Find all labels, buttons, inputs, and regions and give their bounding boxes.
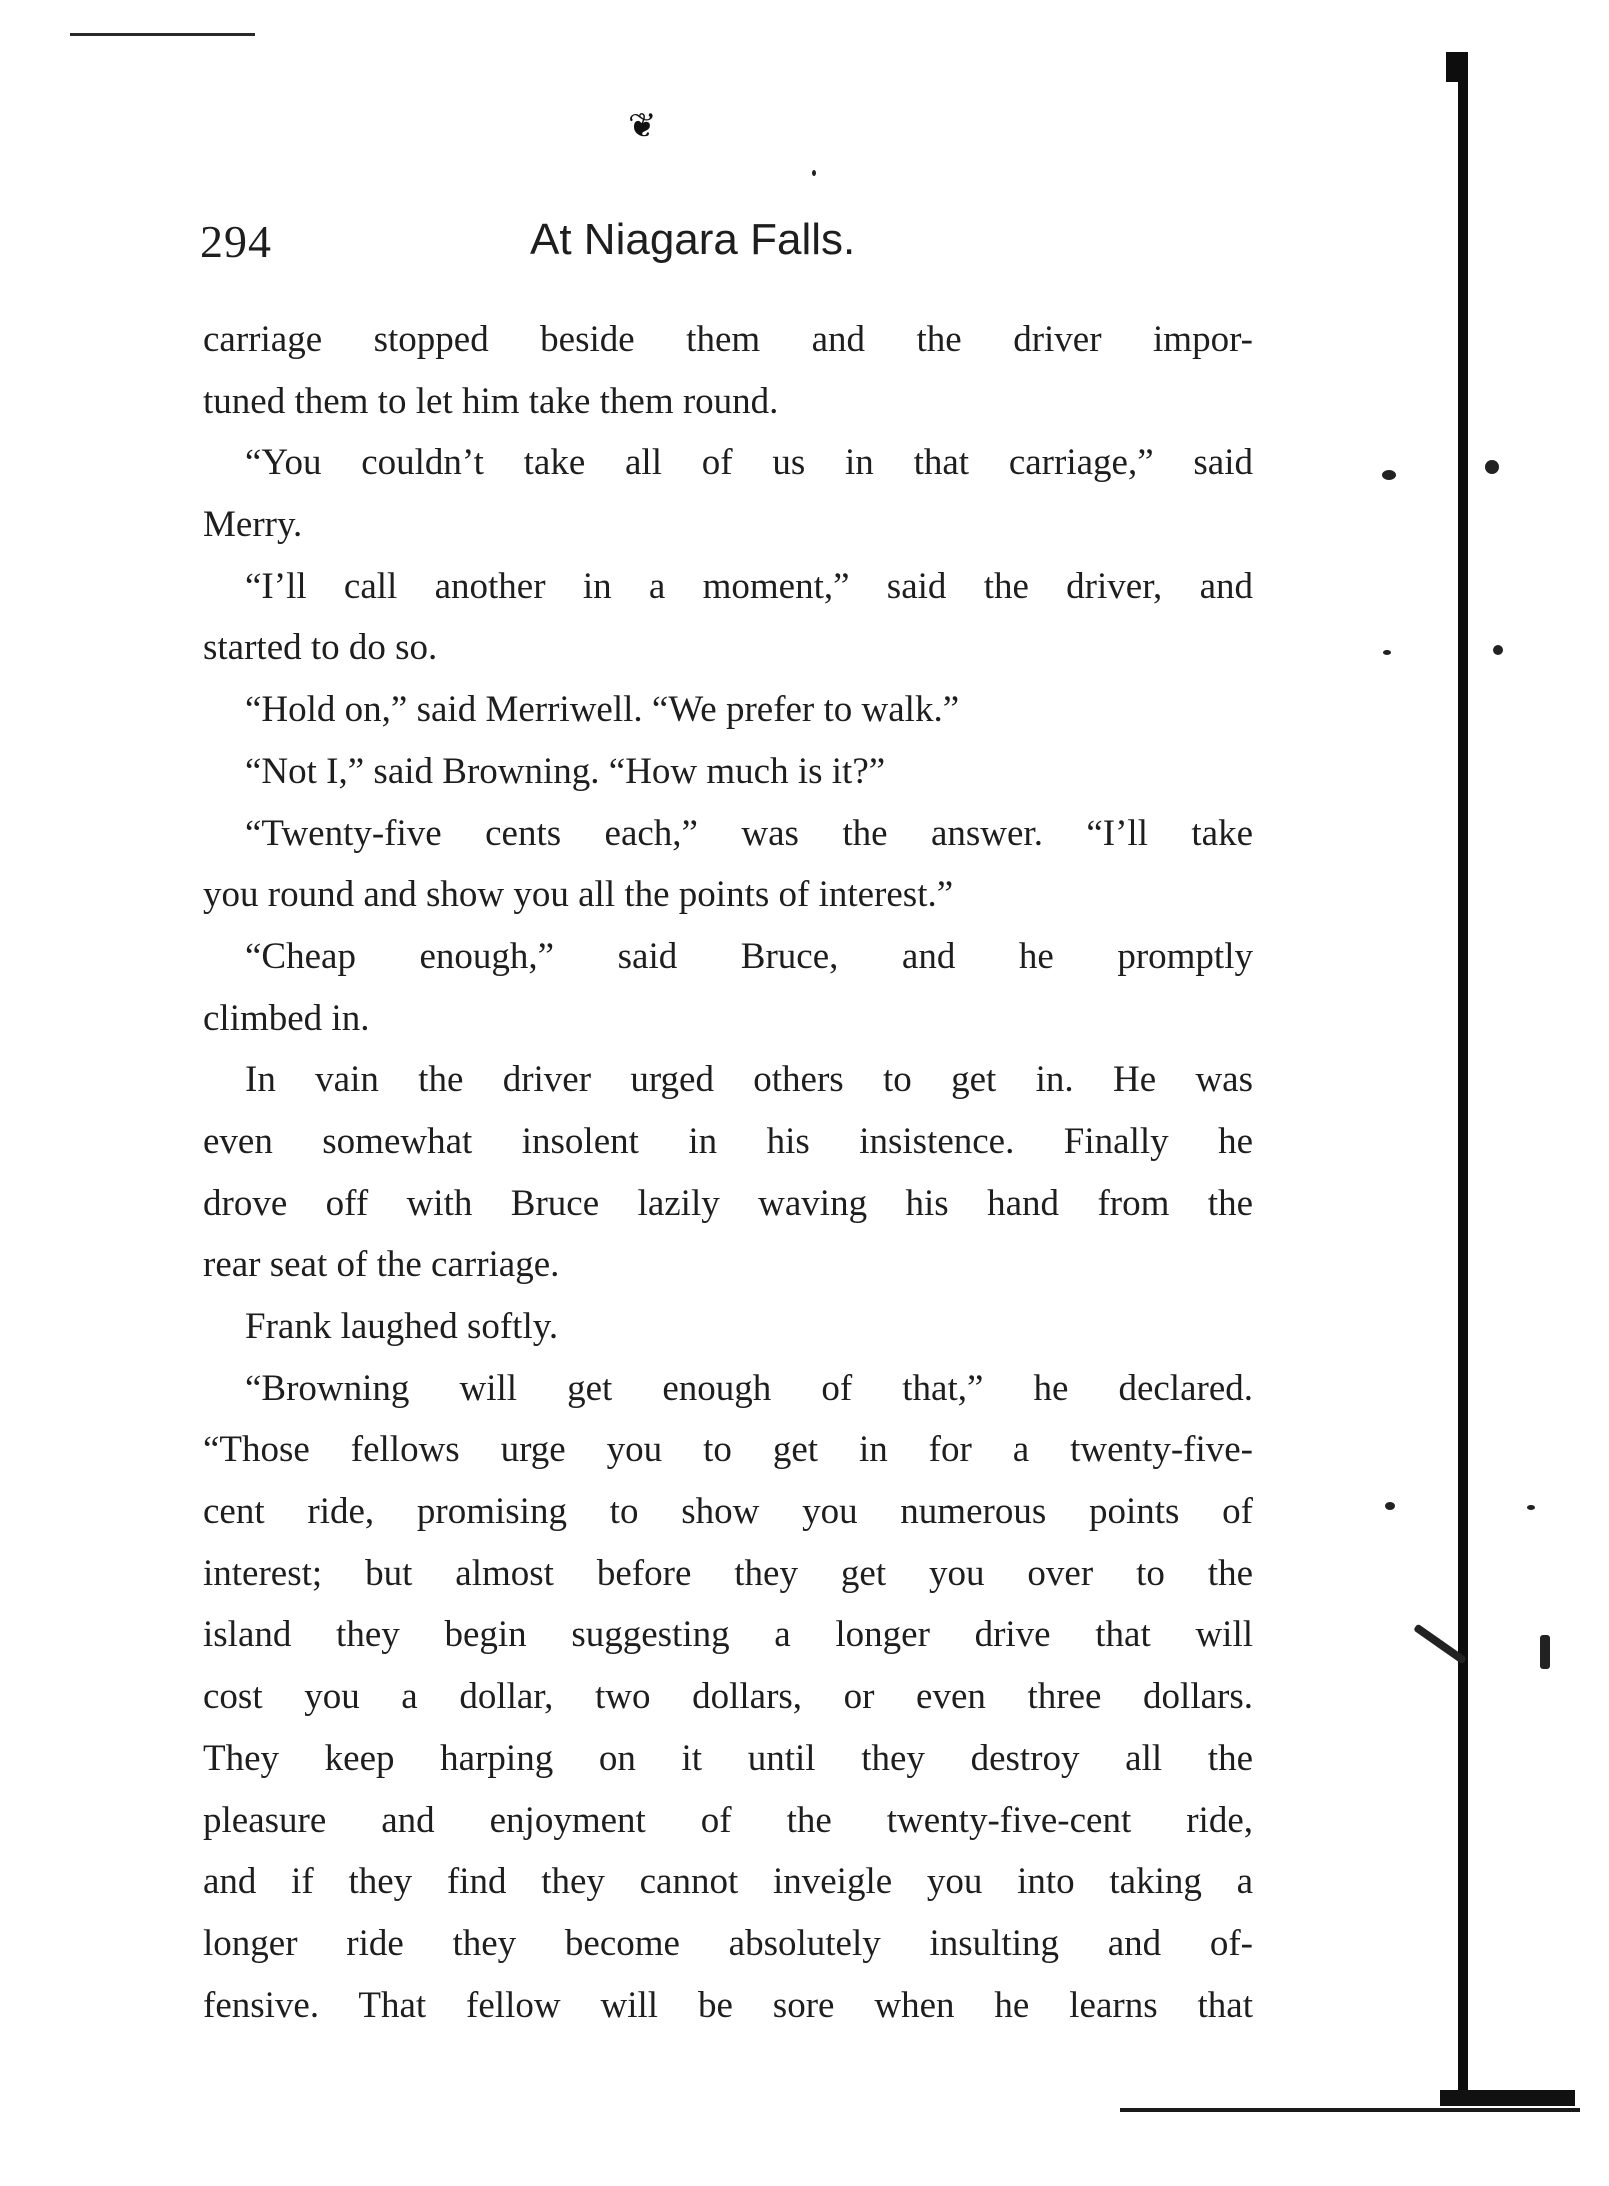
text-line: even somewhat insolent in his insistence. Finally he — [203, 1120, 1253, 1162]
text-line: started to do so. — [203, 627, 438, 669]
running-header — [200, 215, 1260, 275]
text-line: They keep harping on it until they destroy all the — [203, 1737, 1253, 1779]
text-line: “Browning will get enough of that,” he declared. — [245, 1367, 1253, 1409]
body-text — [203, 309, 1253, 2036]
scan-speck — [1540, 1635, 1550, 1669]
scan-speck — [1383, 650, 1391, 655]
text-line: In vain the driver urged others to get in. He was — [245, 1059, 1253, 1101]
text-line: tuned them to let him take them round. — [203, 380, 779, 422]
text-line: climbed in. — [203, 997, 370, 1039]
scan-speck — [812, 170, 816, 176]
text-line: cost you a dollar, two dollars, or even three dollars. — [203, 1676, 1253, 1718]
text-line: island they begin suggesting a longer drive that will — [203, 1614, 1253, 1656]
text-line: and if they find they cannot inveigle you into taking a — [203, 1861, 1253, 1903]
text-line: longer ride they become absolutely insulting and of- — [203, 1922, 1253, 1964]
text-line: “Those fellows urge you to get in for a twenty-five- — [203, 1429, 1253, 1471]
scan-speck — [1493, 645, 1503, 655]
scan-edge-rule-top — [70, 33, 255, 36]
text-line: “Not I,” said Browning. “How much is it?” — [245, 750, 886, 792]
text-line: Merry. — [203, 504, 303, 546]
text-line: fensive. That fellow will be sore when he learns that — [203, 1984, 1253, 2026]
page-number: 294 — [200, 216, 272, 267]
text-line: “Twenty-five cents each,” was the answer. “I’ll take — [245, 812, 1253, 854]
scan-margin-bar — [1458, 55, 1468, 2100]
text-line: “Hold on,” said Merriwell. “We prefer to walk.” — [245, 689, 960, 731]
text-line: rear seat of the carriage. — [203, 1244, 560, 1286]
text-line: pleasure and enjoyment of the twenty-five-cent ride, — [203, 1799, 1253, 1841]
scan-speck — [1527, 1505, 1535, 1510]
text-line: you round and show you all the points of interest.” — [203, 874, 954, 916]
scan-speck — [1385, 1502, 1395, 1510]
text-line: carriage stopped beside them and the driver impor- — [203, 319, 1253, 360]
scan-margin-foot — [1440, 2090, 1575, 2106]
running-title: At Niagara Falls. — [530, 215, 856, 264]
text-line: Frank laughed softly. — [245, 1306, 559, 1347]
text-line: “I’ll call another in a moment,” said the driver, and — [245, 565, 1253, 607]
text-line: interest; but almost before they get you over to the — [203, 1552, 1253, 1594]
text-line: “Cheap enough,” said Bruce, and he promptly — [245, 935, 1253, 977]
text-line: cent ride, promising to show you numerous points of — [203, 1491, 1253, 1533]
scan-speck — [1382, 470, 1396, 480]
fleuron-icon: ❦ — [628, 108, 657, 145]
scan-edge-rule-bottom — [1120, 2108, 1580, 2112]
text-line: drove off with Bruce lazily waving his hand from the — [203, 1182, 1253, 1224]
text-line: “You couldn’t take all of us in that carriage,” said — [245, 442, 1253, 484]
scan-speck — [1485, 460, 1499, 474]
